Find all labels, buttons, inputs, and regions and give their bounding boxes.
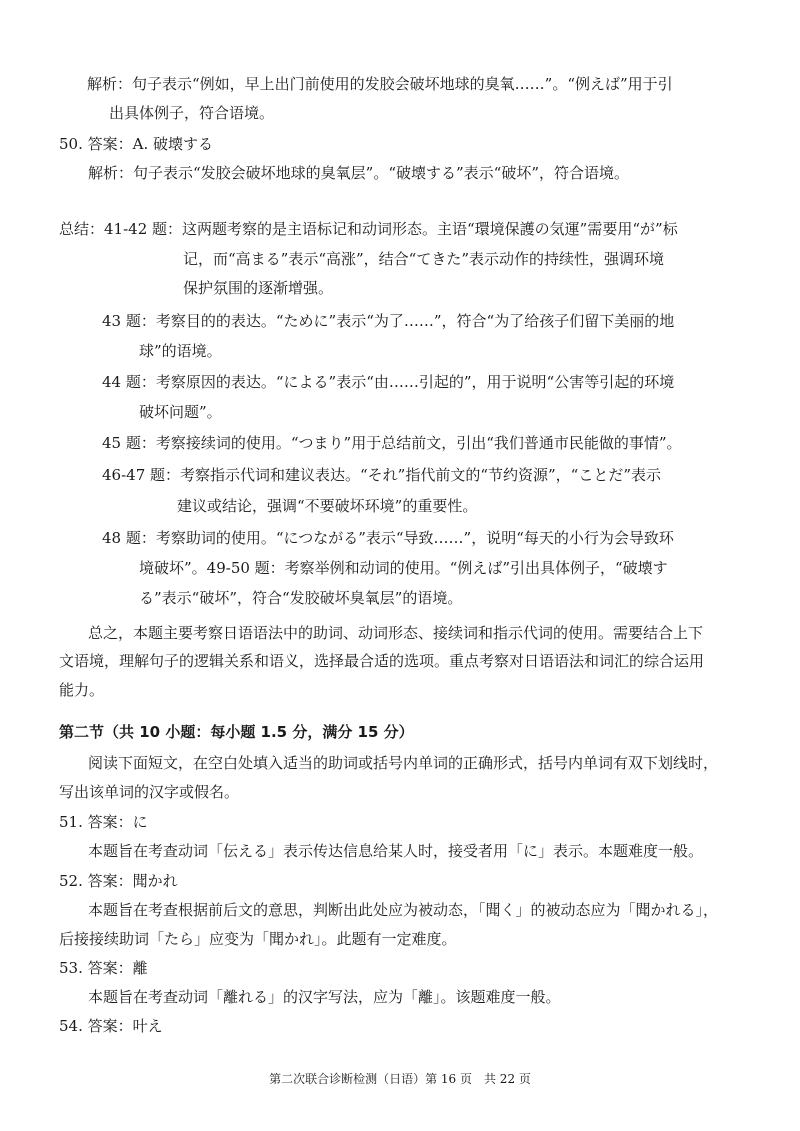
q52-analysis-line1: 本题旨在考查根据前后文的意思，判断出此处应为被动态，「聞く」的被动态应为「聞かれる」， (88, 901, 719, 919)
q53-analysis: 本题旨在考查动词「離れる」的汉字写法，应为「離」。该题难度一般。 (88, 988, 561, 1006)
q52-analysis-line2: 后接接续助词「たら」应变为「聞かれ」。此题有一定难度。 (59, 930, 457, 948)
summary-46-47-line2: 建议或结论，强调“不要破坏环境”的重要性。 (177, 497, 478, 515)
summary-48-line2: 境破坏”。49-50 题：考察举例和动词的使用。“例えば”引出具体例子，“破壊す (139, 559, 668, 577)
summary-48-line3: る”表示“破坏”，符合“发胶破坏臭氧层”的语境。 (139, 589, 463, 607)
conclusion-line2: 文语境，理解句子的逻辑关系和语义，选择最合适的选项。重点考察对日语语法和词汇的综合运用 (59, 652, 705, 670)
summary-43-line1: 43 题：考察目的的表达。“ために”表示“为了……”，符合“为了给孩子们留下美丽的地 (102, 312, 675, 330)
section-two-instruction-line1: 阅读下面短文，在空白处填入适当的助词或括号内单词的正确形式，括号内单词有双下划线时， (88, 754, 719, 772)
q49-analysis-line2: 出具体例子，符合语境。 (109, 104, 275, 122)
section-two-heading: 第二节（共 10 小题：每小题 1.5 分，满分 15 分） (59, 723, 414, 741)
section-two-instruction-line2: 写出该单词的汉字或假名。 (59, 783, 240, 801)
summary-41-42-line2: 记，而“高まる”表示“高涨”，结合“てきた”表示动作的持续性，强调环境 (183, 250, 665, 268)
summary-45: 45 题：考察接续词的使用。“つまり”用于总结前文，引出“我们普通市民能做的事情”。 (102, 434, 682, 452)
conclusion-line3: 能力。 (59, 681, 105, 699)
summary-44-line1: 44 题：考察原因的表达。“による”表示“由……引起的”，用于说明“公害等引起的环境 (102, 373, 675, 391)
summary-44-line2: 破坏问题”。 (139, 403, 222, 421)
summary-48-line1: 48 题：考察助词的使用。“につながる”表示“导致……”，说明“每天的小行为会导致环 (102, 529, 674, 547)
q51-analysis: 本题旨在考查动词「伝える」表示传达信息给某人时，接受者用「に」表示。本题难度一般。 (88, 842, 704, 860)
summary-41-42-line1: 总结：41-42 题：这两题考察的是主语标记和动词形态。主语“環境保護の気運”需要用“が”标 (59, 220, 678, 238)
q50-answer: 50. 答案：A. 破壊する (59, 135, 213, 153)
summary-41-42-line3: 保护氛围的逐渐增强。 (183, 279, 334, 297)
q54-answer: 54. 答案：叶え (59, 1017, 163, 1035)
q51-answer: 51. 答案：に (59, 813, 148, 831)
conclusion-line1: 总之，本题主要考察日语语法中的助词、动词形态、接续词和指示代词的使用。需要结合上下 (88, 624, 704, 642)
q53-answer: 53. 答案：離 (59, 959, 148, 977)
summary-43-line2: 球”的语境。 (139, 342, 222, 360)
q49-analysis-line1: 解析：句子表示“例如，早上出门前使用的发胶会破坏地球的臭氧……”。“例えば”用于引 (87, 75, 673, 93)
q52-answer: 52. 答案：聞かれ (59, 872, 178, 890)
summary-46-47-line1: 46-47 题：考察指示代词和建议表达。“それ”指代前文的“节约资源”，“ことだ”表示 (102, 466, 662, 484)
page-footer: 第二次联合诊断检测（日语）第 16 页 共 22 页 (269, 1072, 531, 1086)
q50-analysis: 解析：句子表示“发胶会破坏地球的臭氧层”。“破壊する”表示“破坏”，符合语境。 (88, 164, 630, 182)
